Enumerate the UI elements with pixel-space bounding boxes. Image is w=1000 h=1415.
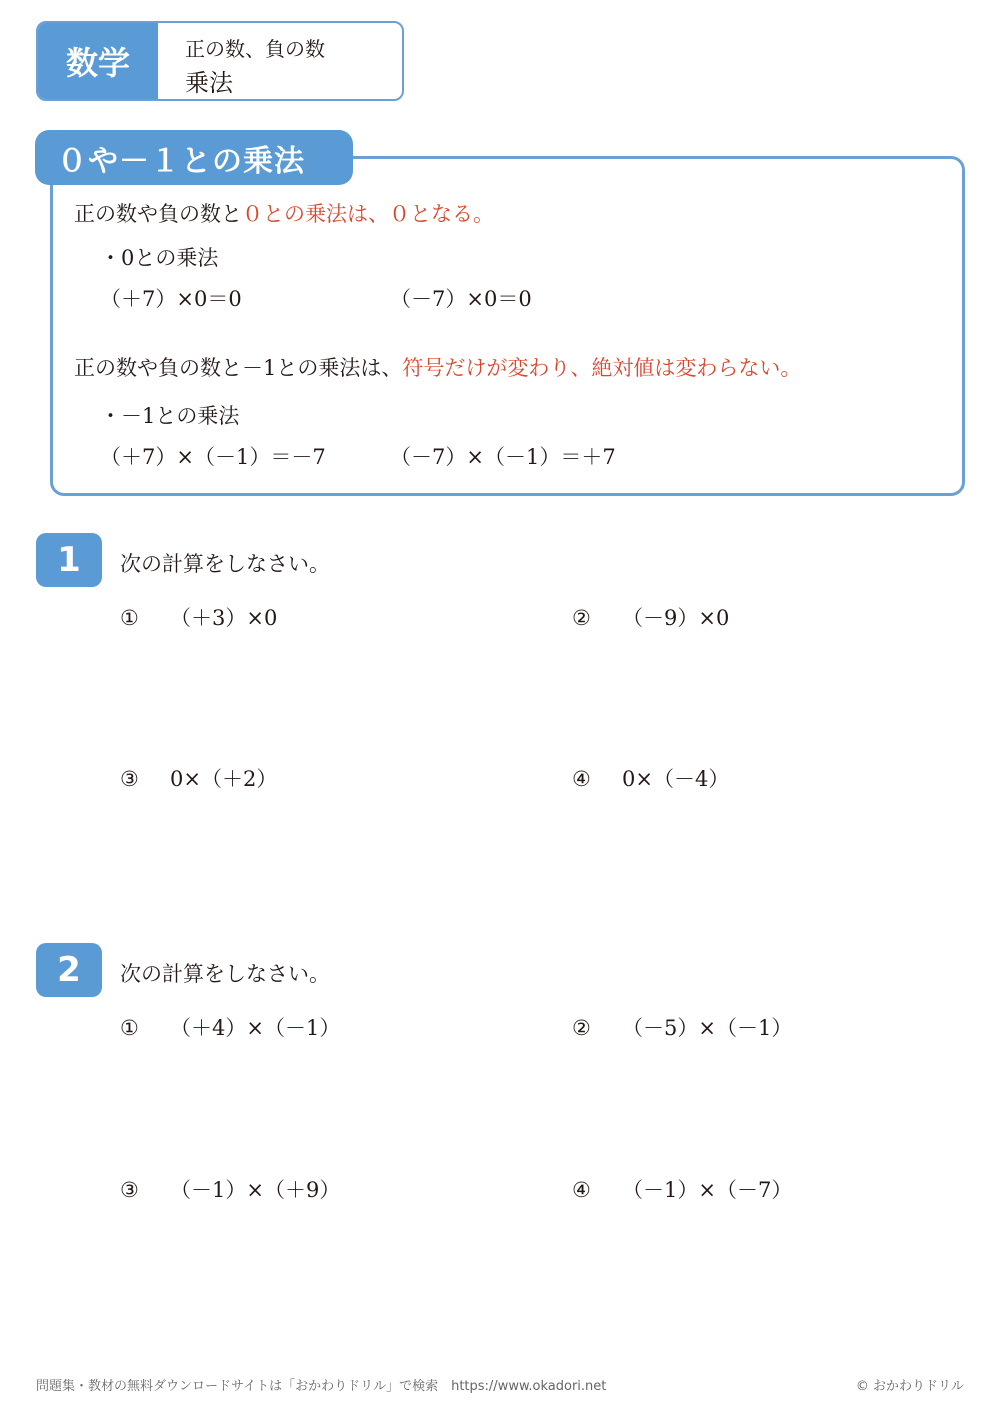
item-expression: （－5）×（－1） (622, 1016, 793, 1040)
item-mark: ④ (572, 767, 591, 791)
problem-number-1: 1 (36, 533, 102, 587)
item-mark: ② (572, 1016, 591, 1040)
item-mark: ③ (120, 1178, 139, 1202)
item-mark: ② (572, 606, 591, 630)
example-zero-heading: ・0との乗法 (100, 246, 219, 270)
problem-number-2: 2 (36, 943, 102, 997)
rule-minus-one-highlight: 符号だけが変わり、絶対値は変わらない。 (402, 356, 802, 380)
item-expression: （－9）×0 (622, 606, 730, 630)
item-expression: 0×（＋2） (170, 767, 278, 791)
rule-zero-prefix: 正の数や負の数と (74, 202, 242, 226)
item-mark: ③ (120, 767, 139, 791)
worksheet-header (36, 21, 404, 101)
footer-site-note: 問題集・教材の無料ダウンロードサイトは「おかわりドリル」で検索 https://www.okadori.net (36, 1379, 607, 1394)
problem-1-item-3 (120, 763, 277, 793)
rule-minus-one (74, 352, 801, 382)
subject-label: 数学 (38, 23, 158, 99)
lesson-title: 乗法 (185, 69, 233, 97)
example-minus-one-positive: （＋7）×（－1）＝－7 (100, 445, 326, 469)
rule-zero (74, 198, 494, 228)
example-zero-positive: （＋7）×0＝0 (100, 287, 242, 311)
unit-label: 正の数、負の数 (185, 37, 325, 61)
item-expression: 0×（－4） (622, 767, 730, 791)
item-mark: ④ (572, 1178, 591, 1202)
problem-instruction-2: 次の計算をしなさい。 (120, 962, 330, 986)
item-expression: （＋3）×0 (170, 606, 278, 630)
problem-1-item-2 (572, 602, 729, 632)
problem-2-item-1 (120, 1012, 340, 1042)
problem-1-item-4 (572, 763, 729, 793)
problem-1-item-1 (120, 602, 277, 632)
footer-copyright: © おかわりドリル (855, 1379, 964, 1394)
item-expression: （－1）×（－7） (622, 1178, 793, 1202)
rule-minus-one-prefix: 正の数や負の数と－1との乗法は、 (74, 356, 403, 380)
summary-title: ０や－１との乗法 (35, 130, 353, 185)
item-mark: ① (120, 606, 139, 630)
item-expression: （＋4）×（－1） (170, 1016, 341, 1040)
rule-zero-highlight: ０との乗法は、０となる。 (242, 202, 494, 226)
example-minus-one-heading: ・－1との乗法 (100, 404, 240, 428)
item-expression: （－1）×（＋9） (170, 1178, 341, 1202)
item-mark: ① (120, 1016, 139, 1040)
problem-2-item-2 (572, 1012, 792, 1042)
example-zero-negative: （－7）×0＝0 (390, 287, 532, 311)
problem-instruction-1: 次の計算をしなさい。 (120, 552, 330, 576)
problem-2-item-3 (120, 1174, 340, 1204)
problem-2-item-4 (572, 1174, 792, 1204)
example-minus-one-negative: （－7）×（－1）＝＋7 (390, 445, 616, 469)
